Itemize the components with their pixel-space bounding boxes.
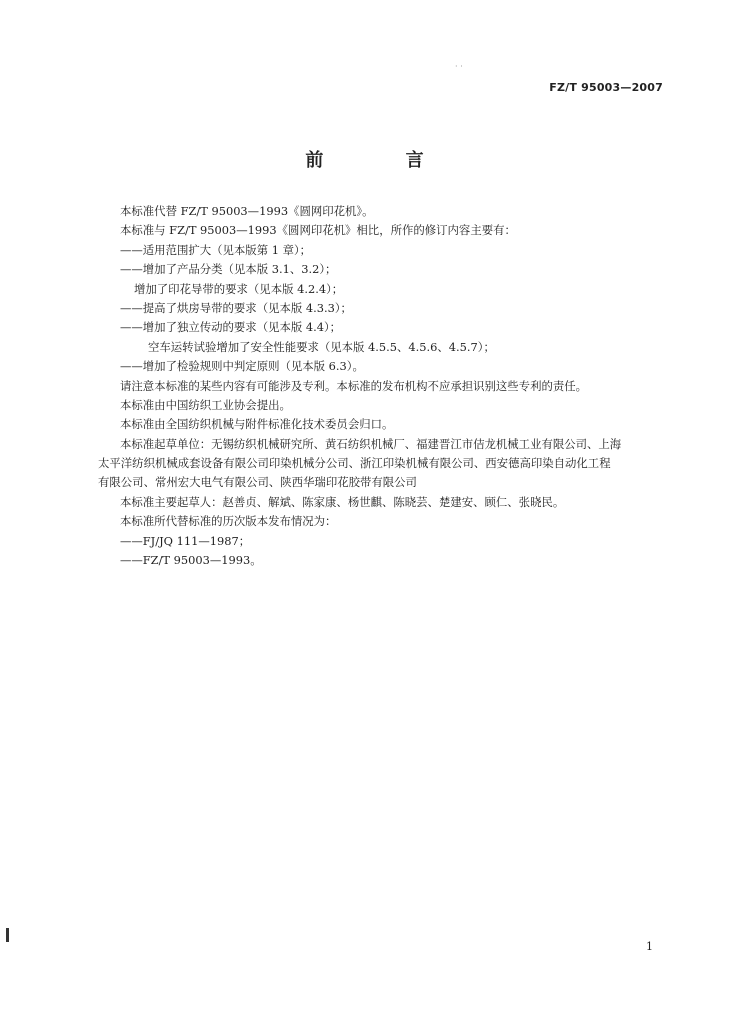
- paragraph-line: 本标准代替 FZ/T 95003—1993《圆网印花机》。: [120, 204, 374, 218]
- scan-artifact: · ·: [455, 62, 463, 71]
- paragraph-line: 本标准由全国纺织机械与附件标准化技术委员会归口。: [120, 417, 394, 432]
- paragraph-line: 本标准起草单位：无锡纺织机械研究所、黄石纺织机械厂、福建晋江市佶龙机械工业有限公司、上海: [120, 436, 622, 451]
- paragraph-line: ——增加了产品分类（见本版 3.1、3.2）；: [120, 262, 337, 277]
- paragraph-line: 本标准与 FZ/T 95003—1993《圆网印花机》相比，所作的修订内容主要有：: [120, 223, 516, 238]
- paragraph-line: ——增加了检验规则中判定原则（见本版 6.3）。: [120, 359, 364, 374]
- paragraph-line: ——提高了烘房导带的要求（见本版 4.3.3）；: [120, 300, 352, 315]
- paragraph-line: ——FJ/JQ 111—1987；: [120, 533, 251, 548]
- paragraph-line: 本标准由中国纺织工业协会提出。: [120, 397, 291, 412]
- paragraph-line: 增加了印花导带的要求（见本版 4.2.4）；: [134, 281, 344, 296]
- page-title: 前 言: [305, 150, 462, 171]
- paragraph-line: ——适用范围扩大（见本版第 1 章）；: [120, 242, 312, 257]
- paragraph-line: 本标准主要起草人：赵善贞、解斌、陈家康、杨世麒、陈晓芸、楚建安、顾仁、张晓民。: [120, 494, 565, 509]
- paragraph-line: 请注意本标准的某些内容有可能涉及专利。本标准的发布机构不应承担识别这些专利的责任。: [120, 378, 588, 393]
- page-number: 1: [646, 940, 653, 953]
- paragraph-line: 本标准所代替标准的历次版本发布情况为：: [120, 514, 337, 529]
- paragraph-line: 有限公司、常州宏大电气有限公司、陕西华瑞印花胶带有限公司: [98, 475, 417, 490]
- paragraph-line: 空车运转试验增加了安全性能要求（见本版 4.5.5、4.5.6、4.5.7）；: [148, 339, 495, 354]
- paragraph-line: 太平洋纺织机械成套设备有限公司印染机械分公司、浙江印染机械有限公司、西安德高印染自动化工程: [98, 456, 611, 471]
- standard-code: FZ/T 95003—2007: [549, 81, 663, 94]
- paragraph-line: ——增加了独立传动的要求（见本版 4.4）；: [120, 320, 342, 335]
- scan-edge-mark: [6, 928, 9, 942]
- paragraph-line: ——FZ/T 95003—1993。: [120, 553, 262, 568]
- foreword-body: [98, 202, 666, 570]
